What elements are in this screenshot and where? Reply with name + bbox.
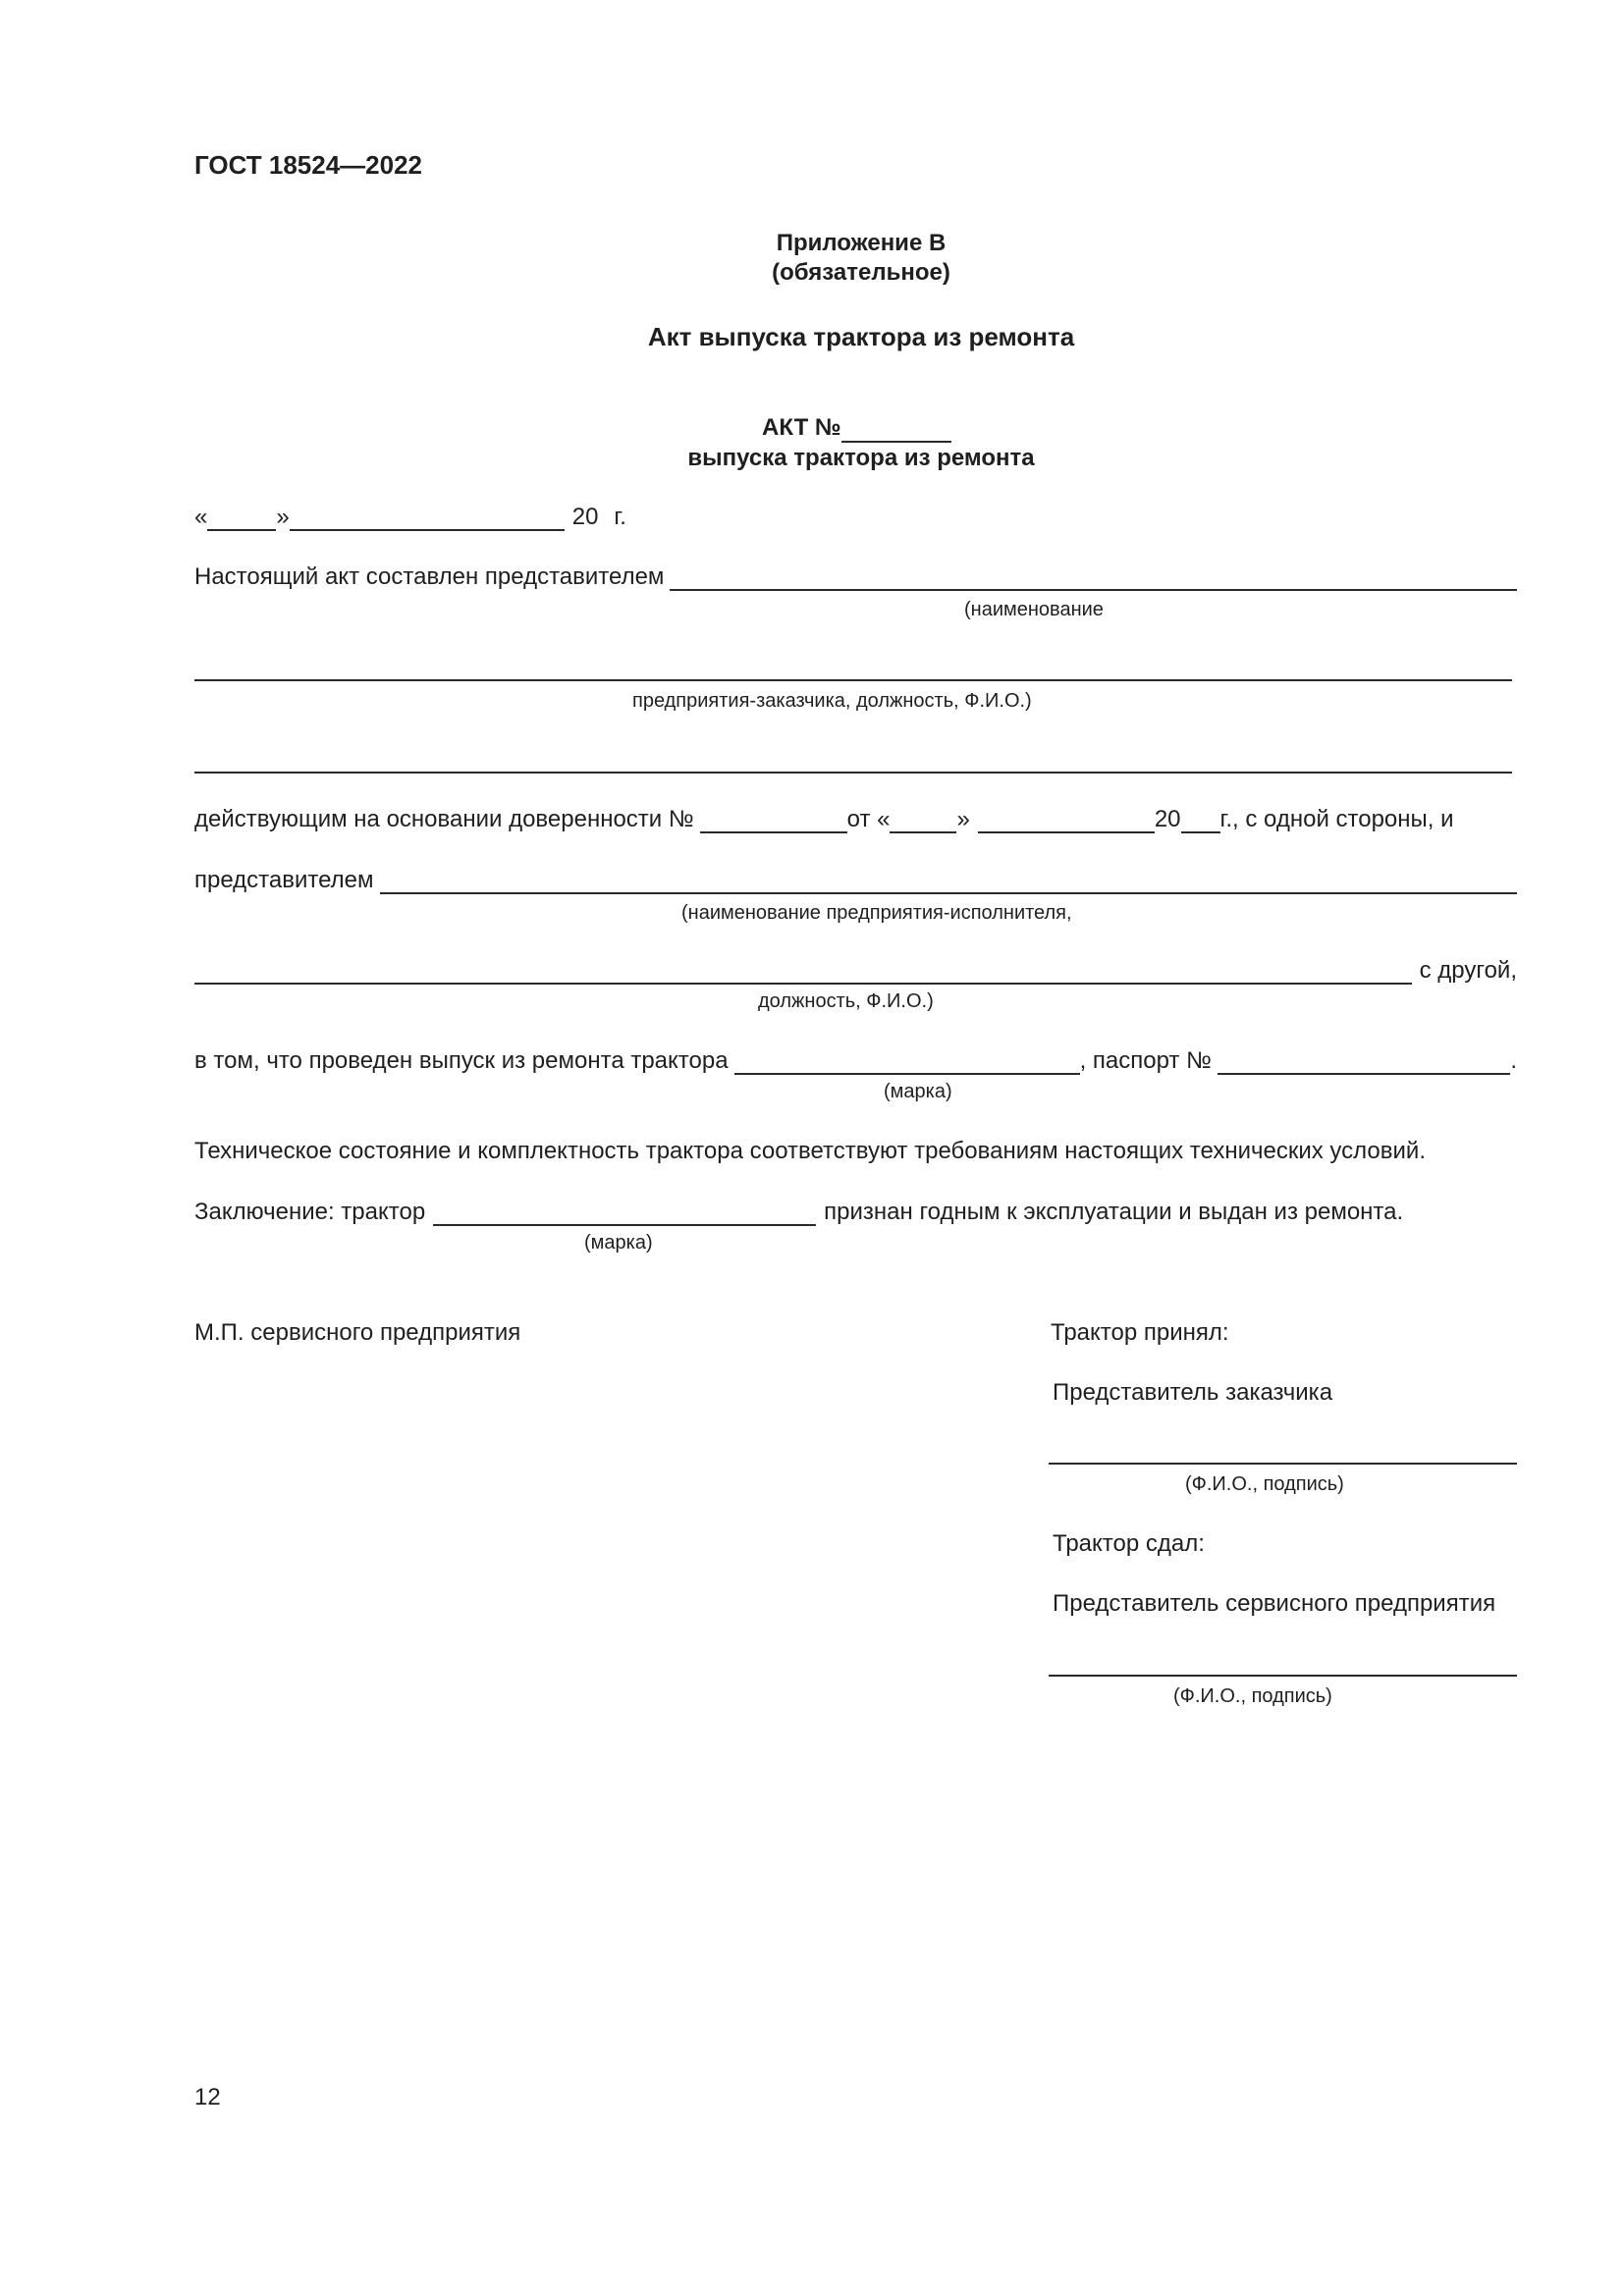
date-open-quote: « [194,504,208,530]
service-signature-blank[interactable] [1049,1675,1517,1677]
power-of-attorney-from-label: от « [846,806,891,832]
technical-condition-text: Техническое состояние и комплектность трактора соответствуют требованиям настоящих технических условий. [194,1138,1426,1164]
customer-extra-blank[interactable] [194,772,1512,774]
appendix-status: (обязательное) [772,259,950,286]
conclusion-brand-blank[interactable] [433,1202,816,1226]
caption-naming: (наименование [964,599,1104,620]
date-close-quote: » [276,504,290,530]
power-of-attorney-day-blank[interactable] [890,810,956,833]
appendix-title: Приложение В [776,230,947,256]
date-month-blank[interactable] [290,507,565,531]
conclusion-label: Заключение: трактор [194,1199,426,1225]
stamp-label: М.П. сервисного предприятия [194,1319,521,1346]
power-of-attorney-year-blank[interactable] [1181,810,1220,833]
power-of-attorney-number-blank[interactable] [700,810,847,833]
power-of-attorney-month-blank[interactable] [978,810,1155,833]
act-number-blank[interactable] [841,419,951,443]
act-title [762,413,951,443]
tractor-handed-label: Трактор сдал: [1053,1530,1205,1557]
caption-executor: (наименование предприятия-исполнителя, [681,902,1072,924]
customer-signature-blank[interactable] [1049,1463,1517,1465]
conclusion-text: признан годным к эксплуатации и выдан из ремонта. [824,1199,1404,1225]
act-title-label: АКТ № [762,414,841,441]
conclusion-line [194,1199,1403,1226]
one-side-label: г., с одной стороны, и [1219,806,1454,832]
appendix-heading: Акт выпуска трактора из ремонта [647,322,1075,351]
other-side-label: с другой, [1419,957,1517,984]
service-signature-caption: (Ф.И.О., подпись) [1173,1685,1332,1707]
release-line-period: . [1510,1047,1517,1074]
release-line [194,1047,1517,1075]
executor-details-blank[interactable] [194,961,1412,985]
caption-conclusion-brand: (марка) [584,1232,653,1254]
release-label: в том, что проведен выпуск из ремонта трактора [194,1047,729,1074]
tractor-accepted-label: Трактор принял: [1051,1319,1229,1346]
power-of-attorney-label: действующим на основании доверенности № [194,806,694,832]
tractor-brand-blank[interactable] [734,1051,1080,1075]
customer-signature-caption: (Ф.И.О., подпись) [1185,1473,1344,1495]
power-of-attorney-line [194,806,1517,833]
caption-customer-details: предприятия-заказчика, должность, Ф.И.О.) [632,690,1032,712]
power-of-attorney-year-prefix: 20 [1154,806,1181,832]
passport-number-blank[interactable] [1218,1051,1511,1075]
customer-name-blank[interactable] [670,567,1517,591]
service-representative-label: Представитель сервисного предприятия [1053,1590,1496,1617]
power-of-attorney-close-quote: » [956,806,970,832]
caption-executor-details: должность, Ф.И.О.) [758,990,934,1012]
representative-executor-label: представителем [194,867,374,893]
caption-brand: (марка) [884,1081,952,1102]
executor-name-blank[interactable] [380,871,1517,894]
executor-details-line [194,957,1517,985]
representative-customer-line [194,563,1517,591]
page-number: 12 [194,2084,221,2110]
date-year-prefix: 20 [571,504,599,530]
date-day-blank[interactable] [207,507,276,531]
representative-customer-label: Настоящий акт составлен представителем [194,563,665,590]
document-standard-number: ГОСТ 18524—2022 [194,150,422,180]
representative-executor-line [194,867,1517,894]
act-subtitle: выпуска трактора из ремонта [687,445,1035,471]
act-date-line [194,504,626,531]
passport-label: , паспорт № [1079,1047,1212,1074]
customer-details-blank[interactable] [194,679,1512,681]
date-year-suffix: г. [614,504,626,530]
customer-representative-label: Представитель заказчика [1053,1379,1333,1406]
